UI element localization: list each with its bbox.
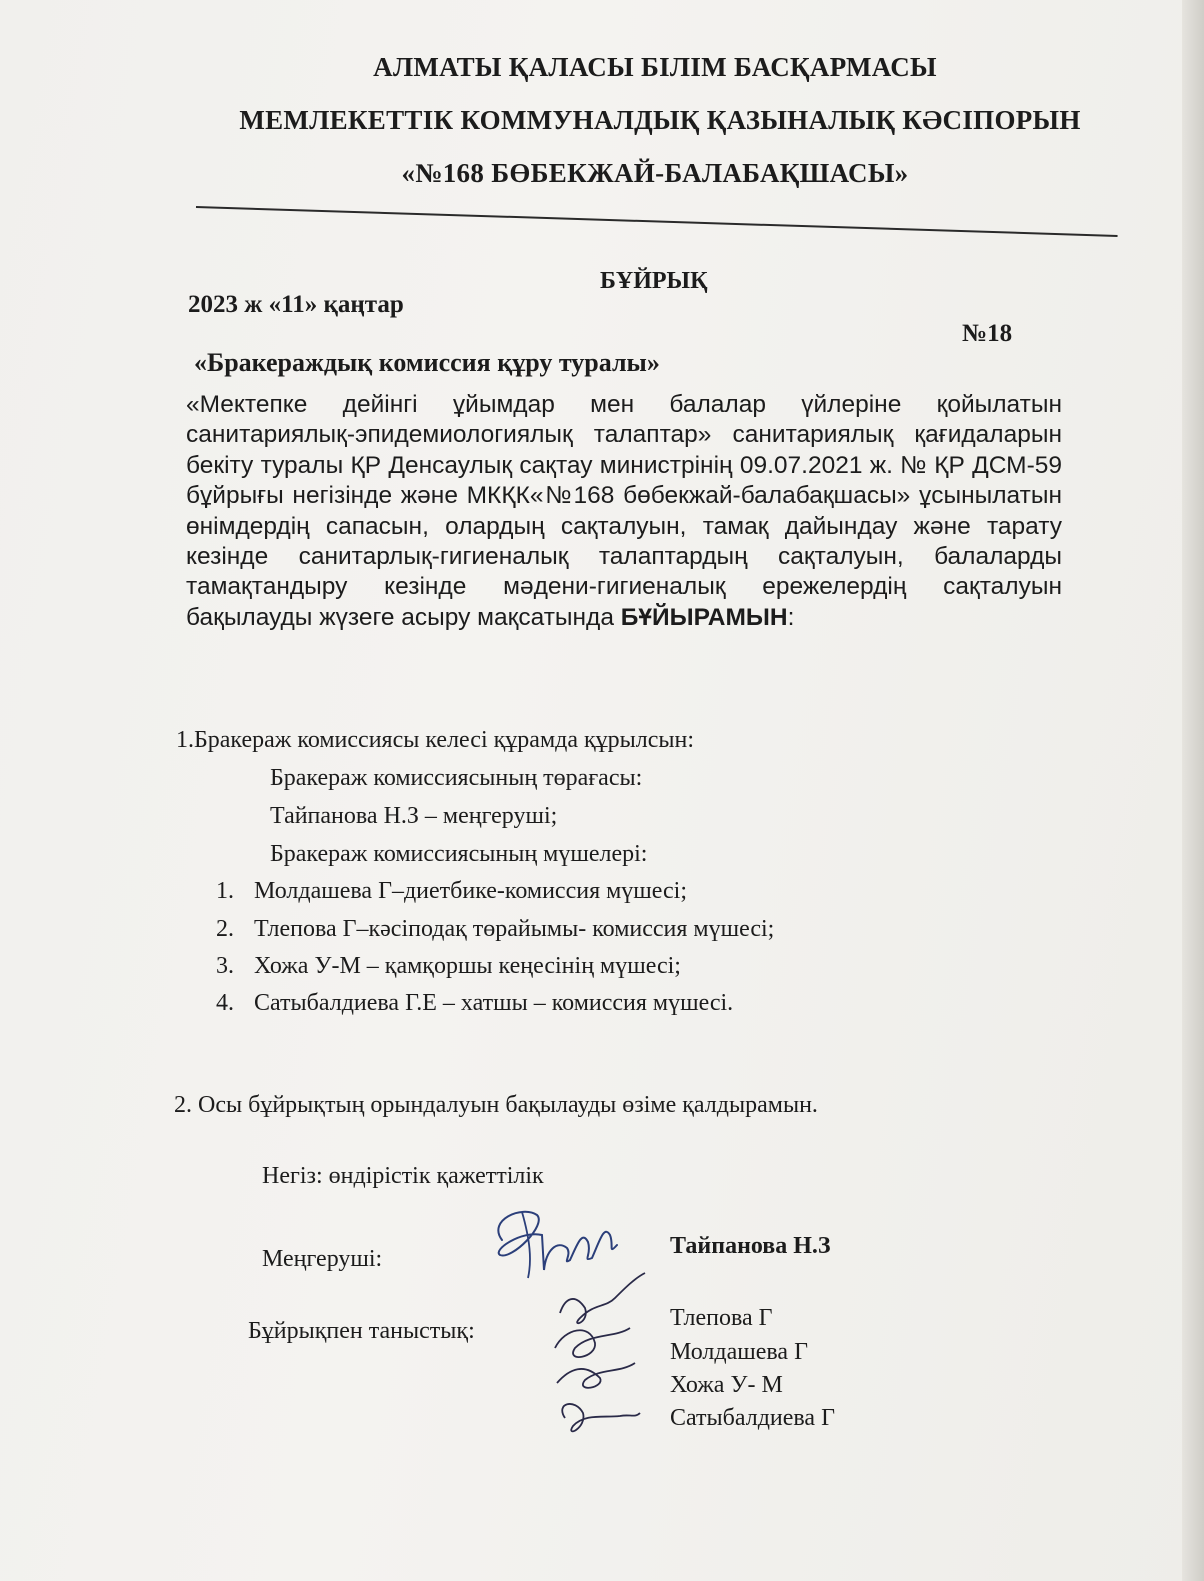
header-line-2: МЕМЛЕКЕТТІК КОММУНАЛДЫҚ ҚАЗЫНАЛЫҚ КӘСІПОРЫН: [239, 105, 1081, 135]
header-line-1: АЛМАТЫ ҚАЛАСЫ БІЛІМ БАСҚАРМАСЫ: [373, 52, 937, 82]
member-item: [216, 990, 733, 1017]
chair-name: Тайпанова Н.З – меңгеруші;: [270, 803, 558, 829]
item2-text: 2. Осы бұйрықтың орындалуын бақылауды өзіме қалдырамын.: [174, 1092, 818, 1118]
order-date: 2023 ж «11» қаңтар: [188, 291, 404, 318]
acquainted-name: Молдашева Г: [670, 1339, 808, 1365]
head-name: Тайпанова Н.З: [670, 1233, 831, 1259]
member-text: Молдашева Г–диетбике-комиссия мүшесі;: [254, 878, 688, 904]
preamble-emphasis: БҰЙЫРАМЫН: [620, 603, 788, 631]
chair-label: Бракераж комиссиясының төрағасы:: [270, 765, 643, 791]
item1-heading: 1.Бракераж комиссиясы келесі құрамда құрылсын:: [176, 727, 695, 753]
member-text: Хожа У-М – қамқоршы кеңесінің мүшесі;: [254, 953, 681, 979]
acquainted-signatures: [545, 1268, 665, 1448]
acquainted-label: Бұйрықпен таныстық:: [248, 1318, 475, 1344]
acquainted-name: Хожа У- М: [670, 1372, 783, 1398]
header-divider: [196, 206, 1118, 237]
order-title: БҰЙРЫҚ: [600, 268, 708, 294]
member-item: [216, 953, 681, 980]
member-item: [216, 878, 687, 905]
member-item: [216, 916, 774, 943]
preamble-text: «Мектепке дейінгі ұйымдар мен балалар үйлеріне қойылатын санитариялық-эпидемиологиялық талаптар» санитариялық қағидаларын бекіту туралы ҚР Денсаулық сақтау министрінің 09.07.2021 ж. № ҚР ДСМ-59 бұйрығы негізінде және МКҚК«№168 бөбекжай-балабақшасы» ұсынылатын өнімдердің сапасын, олардың сақталуын, тамақ дайындау және тарату кезінде санитарлық-гигиеналық талаптардың сақталуын, балаларды тамақтандыру кезінде мәдени-гигиеналық ережелердің сақталуын бақылауды жүзеге асыру мақсатында: [186, 391, 1062, 631]
member-text: Тлепова Г–кәсіподақ төрайымы- комиссия мүшесі;: [254, 916, 775, 942]
acquainted-name: Сатыбалдиева Г: [670, 1405, 835, 1431]
basis-text: Негіз: өндірістік қажеттілік: [262, 1163, 544, 1189]
member-number: 3.: [216, 953, 234, 979]
order-subject: «Бракераждық комиссия құру туралы»: [194, 348, 660, 377]
acquainted-name: Тлепова Г: [670, 1305, 773, 1331]
members-label: Бракераж комиссиясының мүшелері:: [270, 841, 648, 867]
order-number: №18: [962, 320, 1013, 347]
member-text: Сатыбалдиева Г.Е – хатшы – комиссия мүшесі.: [254, 990, 734, 1016]
preamble-end: :: [787, 603, 795, 631]
member-number: 2.: [216, 916, 234, 942]
member-number: 4.: [216, 990, 234, 1016]
header-line-3: «№168 БӨБЕКЖАЙ-БАЛАБАҚШАСЫ»: [401, 158, 909, 188]
page-edge: [1182, 0, 1204, 1581]
preamble-paragraph: [186, 390, 1062, 633]
member-number: 1.: [216, 878, 234, 904]
head-label: Меңгеруші:: [262, 1246, 383, 1272]
